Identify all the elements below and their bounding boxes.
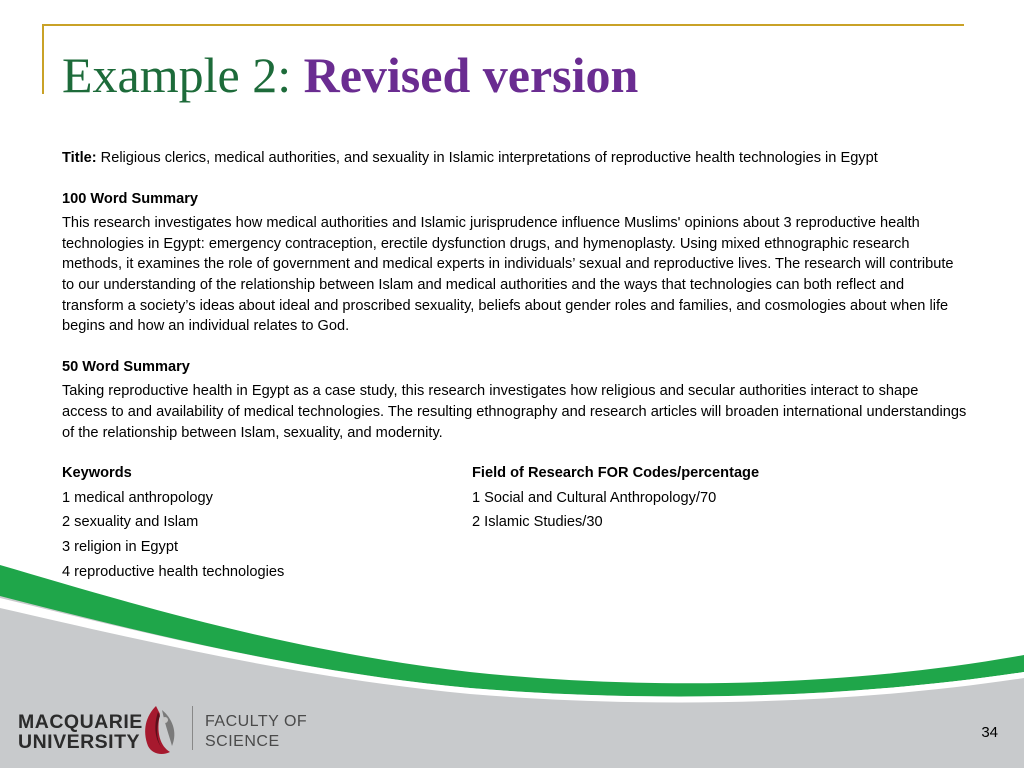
for-code-item: 1 Social and Cultural Anthropology/70 [472, 489, 717, 506]
page-number: 34 [981, 724, 998, 741]
frame-top-line [42, 24, 964, 26]
for-heading: Field of Research FOR Codes/percentage [472, 465, 760, 482]
summary50-heading: 50 Word Summary [62, 358, 190, 375]
logo-line2: UNIVERSITY [18, 731, 141, 753]
faculty-line2: SCIENCE [205, 733, 280, 750]
summary50-text: Taking reproductive health in Egypt as a case study, this research investigates how religious and secular authorities interact to shape access to and availability of medical technologies. The resulting ethnography and research articles will broaden international understandings of the relationship between Islam, sexuality, and modernity. [62, 383, 967, 441]
title-label: Title: [62, 150, 97, 166]
for-codes-column [472, 463, 967, 586]
slide-content [62, 148, 967, 586]
for-code-item: 2 Islamic Studies/30 [472, 514, 603, 531]
title-bold: Revised version [303, 47, 639, 103]
summary100-heading: 100 Word Summary [62, 190, 198, 207]
keyword-item: 3 religion in Egypt [62, 538, 179, 555]
summary100-text: This research investigates how medical authorities and Islamic jurisprudence influence Muslims' opinions about 3 reproductive health technologies in Egypt: emergency contraception, erectile dysfunction drugs, and hymenoplasty. Using mixed ethnographic research methods, it examines the role of government and medical experts in individuals’ sexual and reproductive lives. The research will contribute to our understanding of the relationship between Islam and medical authorities and the ways that technologies can both reflect and transform a society’s ideas about ideal and proscribed sexuality, beliefs about gender roles and families, and cosmologies about when life begins and how an individual relates to God. [62, 215, 954, 335]
macquarie-lighthouse-icon [132, 702, 188, 758]
title-plain: Example 2: [62, 47, 304, 103]
project-title [62, 148, 967, 169]
keywords-heading: Keywords [62, 465, 132, 482]
faculty-label [205, 712, 307, 752]
faculty-line1: FACULTY OF [205, 713, 308, 730]
keyword-item: 1 medical anthropology [62, 489, 213, 506]
slide-title [62, 40, 638, 110]
macquarie-logo-text [18, 712, 143, 752]
footer-divider [192, 706, 193, 750]
title-text: Religious clerics, medical authorities, and sexuality in Islamic interpretations of reproductive health technologies in Egypt [96, 150, 878, 166]
frame-left-line [42, 24, 44, 94]
logo-line1: MACQUARIE [18, 711, 143, 733]
keywords-and-codes [62, 463, 967, 586]
keyword-item: 2 sexuality and Islam [62, 514, 199, 531]
keywords-column [62, 463, 472, 586]
keyword-item: 4 reproductive health technologies [62, 563, 285, 580]
